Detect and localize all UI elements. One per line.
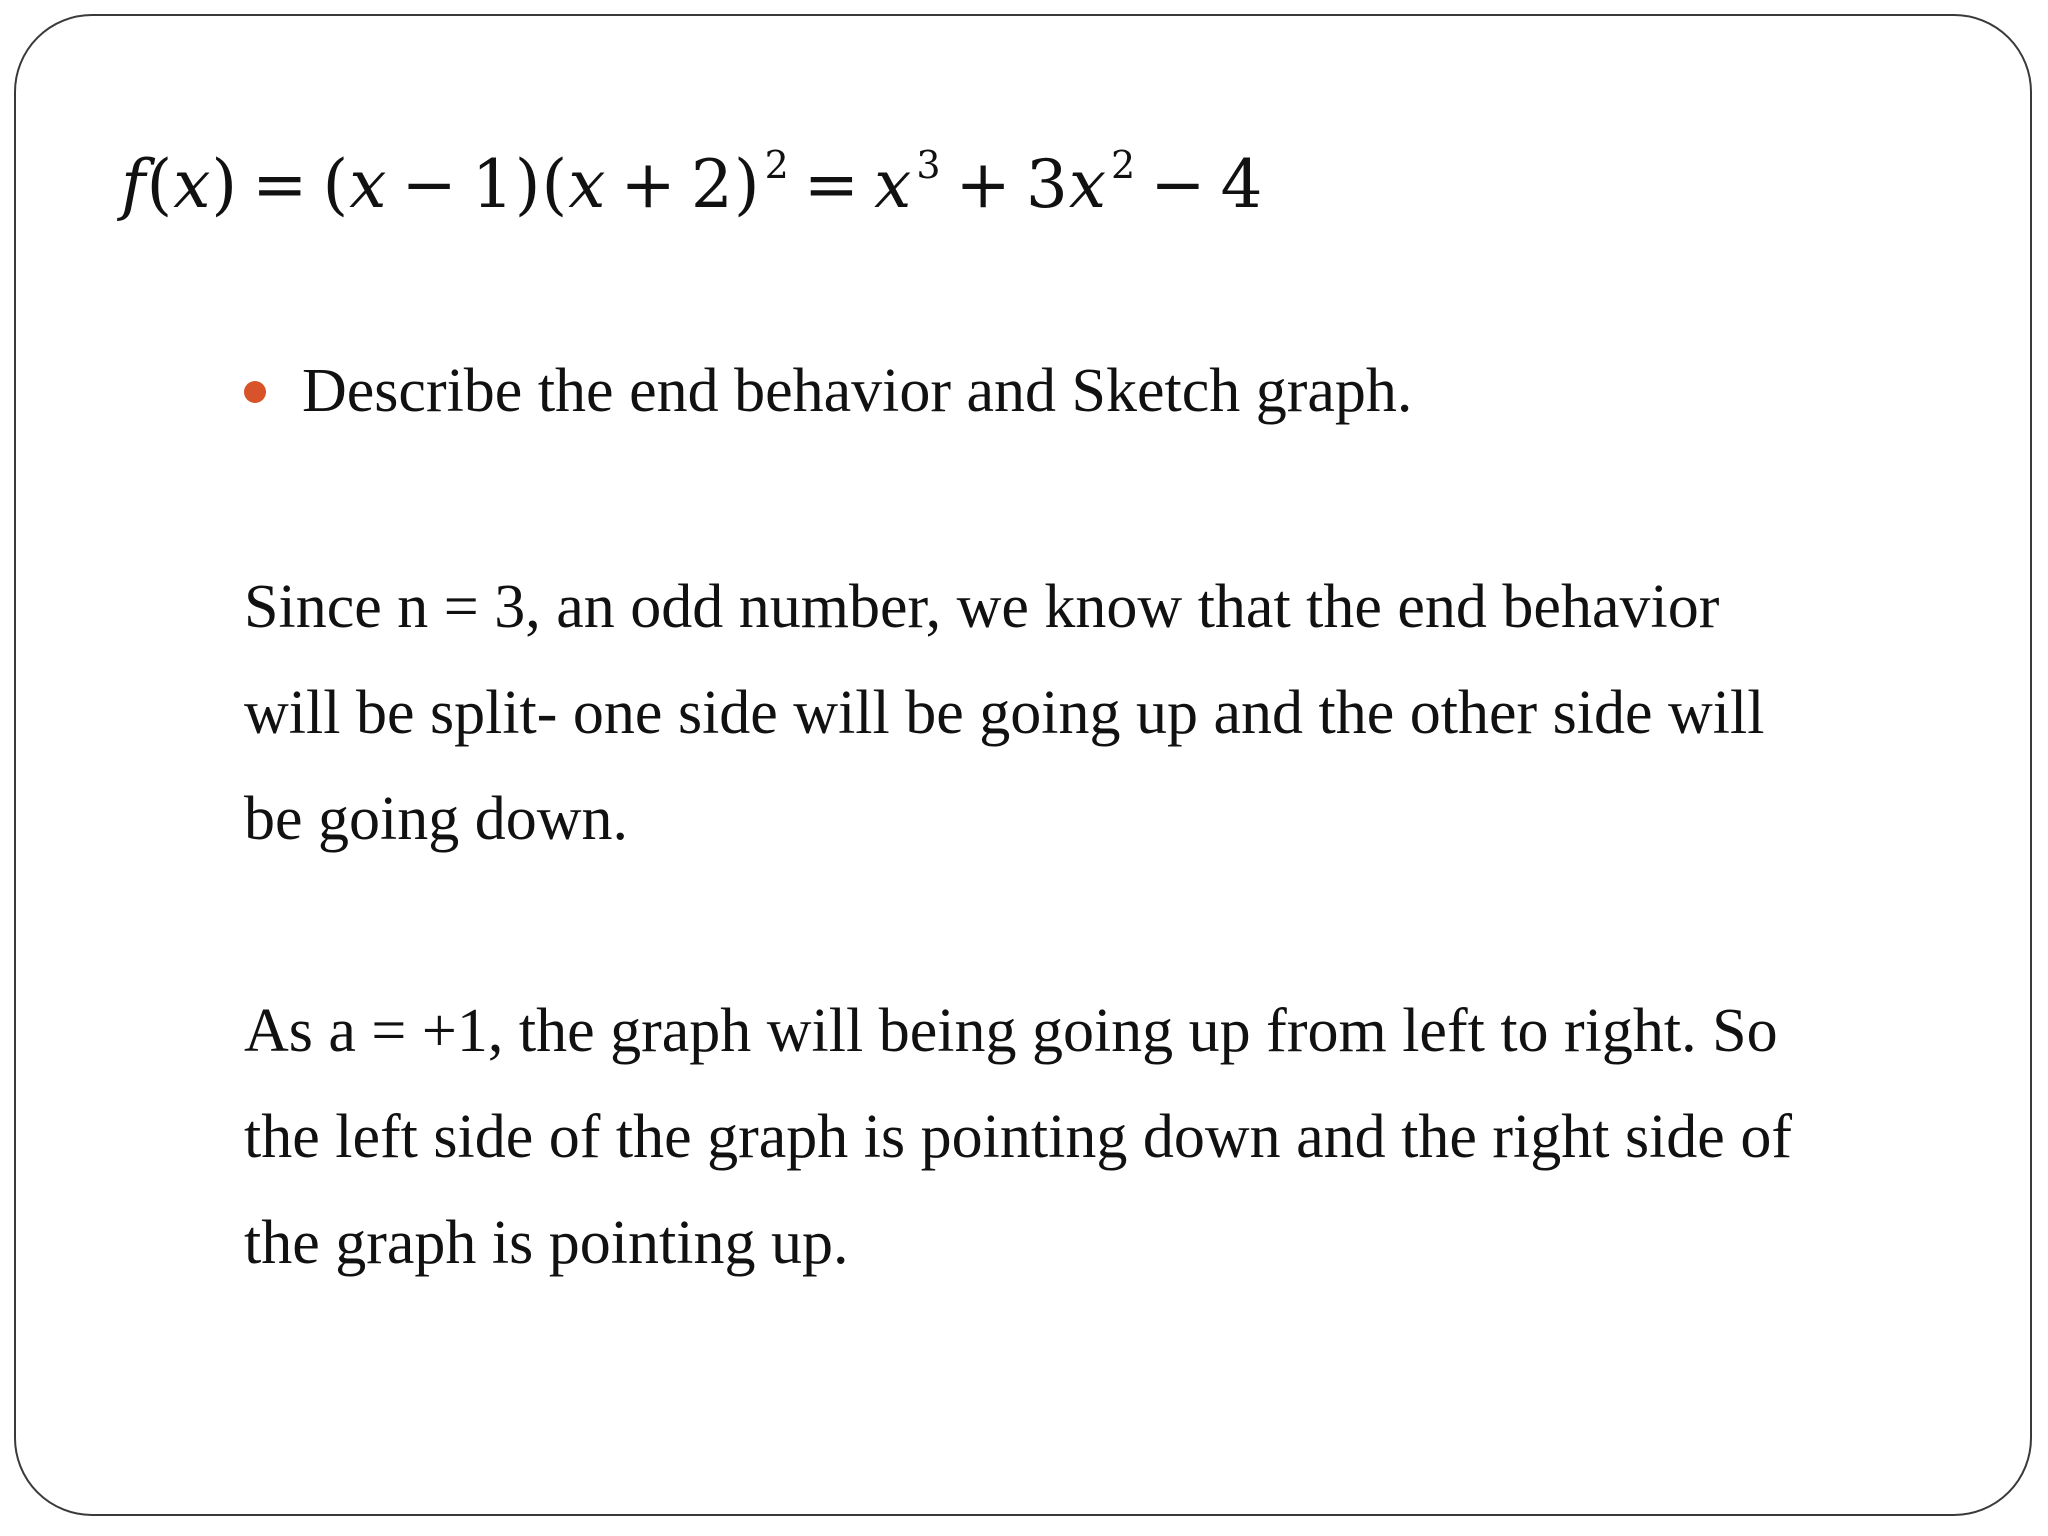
- paragraph-line: Since n = 3, an odd number, we know that the end behavior: [244, 573, 1720, 641]
- paragraph-line: the graph is pointing up.: [244, 1209, 849, 1277]
- factor1-constant: 1)(: [471, 146, 569, 223]
- paragraph-line: the left side of the graph is pointing down and the right side of: [244, 1103, 1792, 1171]
- factor1-variable: x: [349, 146, 388, 223]
- end-behavior-paragraph: [244, 554, 1944, 872]
- function-argument: x: [173, 146, 212, 223]
- factor2-constant: 2): [690, 146, 761, 223]
- equation-open-paren: (: [146, 146, 174, 223]
- factor1-operator: −: [401, 146, 458, 223]
- cubic-term-variable: x: [874, 146, 913, 223]
- minus-sign: −: [1150, 146, 1207, 223]
- equation-close-paren: ): [211, 146, 239, 223]
- factor2-variable: x: [568, 146, 607, 223]
- cubic-term-exponent: 3: [916, 143, 942, 187]
- quadratic-coefficient: 3: [1025, 146, 1069, 223]
- slide-frame: [14, 14, 2032, 1516]
- polynomial-equation: [121, 143, 1264, 223]
- bullet-dot-icon: [244, 381, 266, 403]
- quadratic-term-variable: x: [1068, 146, 1108, 223]
- paragraph-line: As a = +1, the graph will being going up from left to right. So: [244, 997, 1778, 1065]
- paragraph-line: will be split- one side will be going up and the other side will: [244, 679, 1765, 747]
- function-name: f: [121, 146, 147, 223]
- factor1-open: (: [322, 146, 350, 223]
- factor2-operator: +: [620, 146, 677, 223]
- factor2-exponent: 2: [764, 143, 790, 187]
- plus-sign: +: [955, 146, 1012, 223]
- equals-sign-2: =: [803, 146, 861, 223]
- constant-term: 4: [1220, 146, 1264, 223]
- leading-coefficient-paragraph: [244, 978, 1944, 1296]
- bullet-text: Describe the end behavior and Sketch graph.: [302, 357, 1413, 425]
- bullet-item: [244, 356, 1412, 427]
- paragraph-line: be going down.: [244, 785, 629, 853]
- equals-sign-1: =: [252, 146, 309, 223]
- quadratic-term-exponent: 2: [1111, 143, 1137, 187]
